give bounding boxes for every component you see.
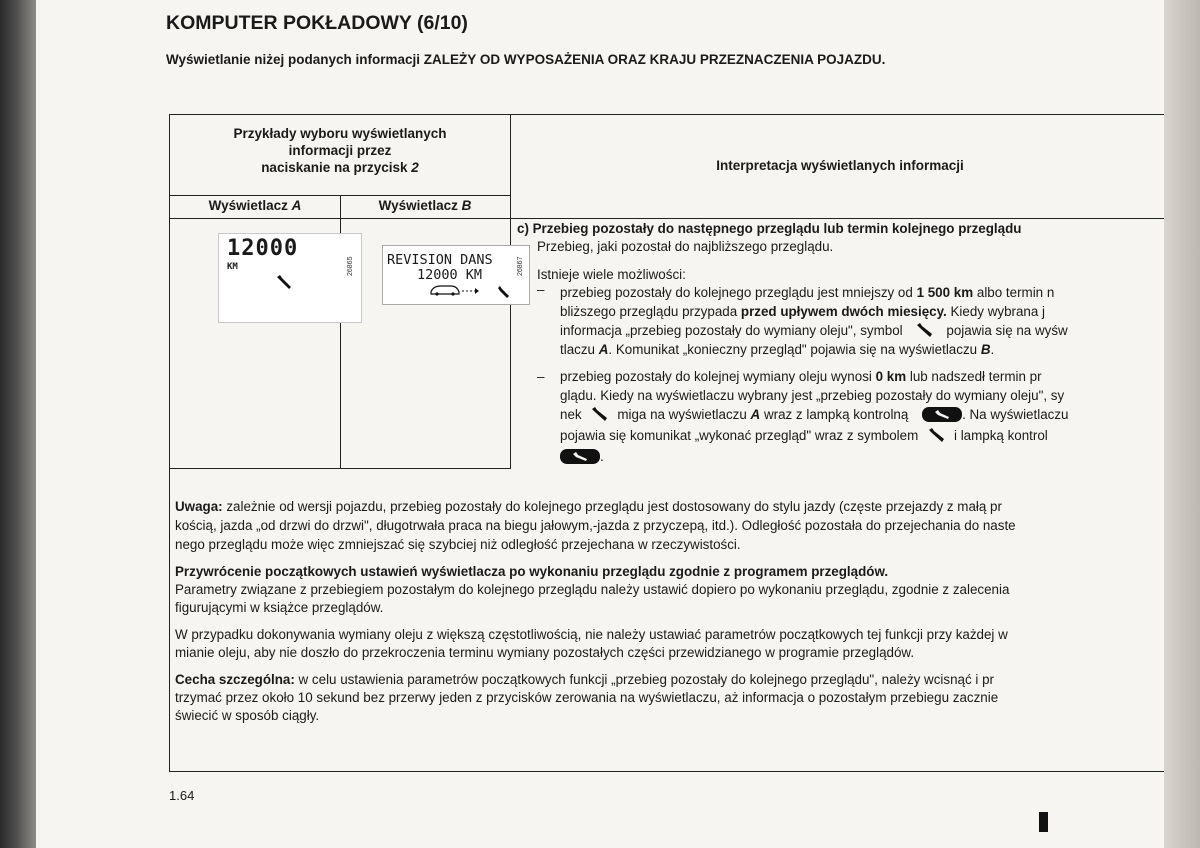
examples-bottom-line <box>170 468 511 469</box>
bullet-1-line4 <box>560 340 994 359</box>
section-c-intro: Przebieg, jaki pozostał do najbliższego przeglądu. <box>537 239 834 254</box>
thumb-index-mark <box>1039 812 1048 832</box>
b2-l3-b: miga na wyświetlaczu <box>617 407 751 422</box>
b2-l3-d: wraz z lampką kontrolną <box>760 407 909 422</box>
display-a-header <box>170 197 340 214</box>
bullet-1-line3 <box>560 321 1068 340</box>
book-spine-shadow <box>0 0 36 848</box>
interpretation-header: Interpretacja wyświetlanych informacji <box>716 158 964 173</box>
oil-line1: W przypadku dokonywania wymiany oleju z większą częstotliwością, nie należy ustawiać parametrów początkowych tej funkcji przy każdej w <box>175 627 1008 642</box>
b2-l3-e: . Na wyświetlaczu <box>962 407 1069 422</box>
uwaga-line3: nego przeglądu może więc zmniejszać się szybciej niż odległość przejechana w rzeczywistości. <box>175 537 741 552</box>
examples-header-line3-text: naciskanie na przycisk <box>261 160 412 175</box>
page-edge <box>1164 0 1200 848</box>
lcd-a-value: 12000 <box>227 236 299 261</box>
cecha-line2: trzymać przez około 10 sekund bez przerwy jeden z przycisków zerowania na wyświetlaczu, aż informacja o pozostałym przebiegu zacznie <box>175 690 999 705</box>
uwaga-line2: kością, jazda „od drzwi do drzwi", długotrwała praca na biegu jałowym,-jazda z przyczepą, itd.). Odległość pozostała do przejechania do naste <box>175 518 1016 533</box>
b1-l2-c: Kiedy wybrana j <box>946 304 1046 319</box>
uwaga-label: Uwaga: <box>175 499 223 514</box>
wrench-icon <box>591 407 609 421</box>
lcd-a-ref: 26865 <box>347 256 354 276</box>
wrench-icon <box>916 323 934 337</box>
bullet-2-line2: glądu. Kiedy na wyświetlaczu wybrany jest „przebieg pozostały do wymiany oleju", sy <box>560 388 1065 403</box>
display-a-letter: A <box>291 198 302 213</box>
wrench-icon <box>275 274 293 290</box>
lcd-a-unit: KM <box>227 262 238 272</box>
cecha-l1: w celu ustawienia parametrów początkowych funkcji „przebieg pozostały do kolejnego przeglądu", należy wcisnąć i pr <box>294 672 995 687</box>
display-b-illustration <box>382 245 530 305</box>
display-b-header <box>340 197 510 214</box>
bullet-2-dash: – <box>537 369 545 384</box>
cecha-label: Cecha szczególna: <box>175 672 295 687</box>
b1-l3-a: informacja „przebieg pozostały do wymiany oleju", symbol <box>560 323 903 338</box>
page-title: KOMPUTER POKŁADOWY (6/10) <box>166 12 468 34</box>
uwaga-l1: zależnie od wersji pojazdu, przebieg pozostały do kolejnego przeglądu jest dostosowany do stylu jazdy (częste przejazdy z małą pr <box>222 499 1002 514</box>
b2-l5: . <box>600 449 604 464</box>
wrench-icon <box>928 428 946 442</box>
service-lamp-icon <box>922 407 962 422</box>
lcd-b-line1: REVISION DANS <box>387 252 493 268</box>
bullet-1-dash: – <box>537 282 545 297</box>
reset-line2: figurującymi w książce przeglądów. <box>175 600 384 615</box>
bullet-2-line1 <box>560 367 1042 386</box>
display-b-label: Wyświetlacz <box>378 198 462 213</box>
b1-l1-b: 1 500 km <box>916 285 974 300</box>
b2-l1-b: 0 km <box>875 369 907 384</box>
page-subtitle: Wyświetlanie niżej podanych informacji ZALEŻY OD WYPOSAŻENIA ORAZ KRAJU PRZEZNACZENIA POJAZDU. <box>166 52 886 67</box>
b2-l3-c: A <box>750 407 761 422</box>
b1-l4-e: . <box>990 342 995 357</box>
button-number: 2 <box>411 160 419 175</box>
cecha-line3: świecić w sposób ciągły. <box>175 708 320 723</box>
section-c-heading: c) Przebieg pozostały do następnego przeglądu lub termin kolejnego przeglądu <box>517 221 1022 236</box>
bullet-2-line3 <box>560 405 1068 424</box>
b1-l4-a: tlaczu <box>560 342 599 357</box>
b1-l4-d: B <box>980 342 991 357</box>
wrench-icon <box>497 286 511 298</box>
b1-l2-b: przed upływem dwóch miesięcy. <box>740 304 947 319</box>
page-number: 1.64 <box>169 788 195 803</box>
reset-line1: Parametry związane z przebiegiem pozostałym do kolejnego przeglądu należy ustawić dopiero po wykonaniu przeglądu, zgodnie z zalecenia <box>175 582 1010 597</box>
reset-heading: Przywrócenie początkowych ustawień wyświetlacza po wykonaniu przeglądu zgodnie z programem przeglądów. <box>175 564 889 579</box>
examples-header-line3 <box>170 159 510 176</box>
examples-header-line2: informacji przez <box>288 143 392 158</box>
cecha-line1 <box>175 670 994 689</box>
display-b-letter: B <box>461 198 472 213</box>
oil-line2: mianie oleju, aby nie doszło do przekroczenia terminu wymiany pozostałych części przewidzianego w programie przeglądów. <box>175 645 915 660</box>
lcd-b-line2: 12000 KM <box>417 267 483 283</box>
bullet-1-line1 <box>560 283 1054 302</box>
b1-l4-b: A <box>598 342 609 357</box>
examples-header-line1: Przykłady wyboru wyświetlanych <box>233 126 447 141</box>
bullet-1-line2 <box>560 302 1045 321</box>
b2-l4-b: i lampką kontrol <box>954 428 1048 443</box>
section-c-options: Istnieje wiele możliwości: <box>537 267 686 282</box>
b1-l1-c: albo termin n <box>973 285 1055 300</box>
service-lamp-icon <box>560 449 600 464</box>
b1-l1-a: przebieg pozostały do kolejnego przeglądu jest mniejszy od <box>560 285 917 300</box>
b2-l1-c: lub nadszedł termin pr <box>906 369 1042 384</box>
b2-l3-a: nek <box>560 407 582 422</box>
display-a-label: Wyświetlacz <box>208 198 292 213</box>
b2-l1-a: przebieg pozostały do kolejnej wymiany oleju wynosi <box>560 369 876 384</box>
b1-l2-a: bliższego przeglądu przypada <box>560 304 741 319</box>
display-a-illustration <box>218 233 362 323</box>
b1-l4-c: . Komunikat „konieczny przegląd" pojawia się na wyświetlaczu <box>608 342 981 357</box>
b2-l4-a: pojawia się komunikat „wykonać przegląd" wraz z symbolem <box>560 428 919 443</box>
uwaga-line1 <box>175 497 1002 516</box>
lcd-b-ref: 26867 <box>517 256 524 276</box>
manual-page <box>36 0 1164 848</box>
bullet-2-line4 <box>560 426 1048 445</box>
bullet-2-line5 <box>560 447 604 466</box>
b1-l3-b: pojawia się na wyśw <box>946 323 1068 338</box>
car-service-icon <box>429 284 481 296</box>
examples-header <box>170 125 510 176</box>
